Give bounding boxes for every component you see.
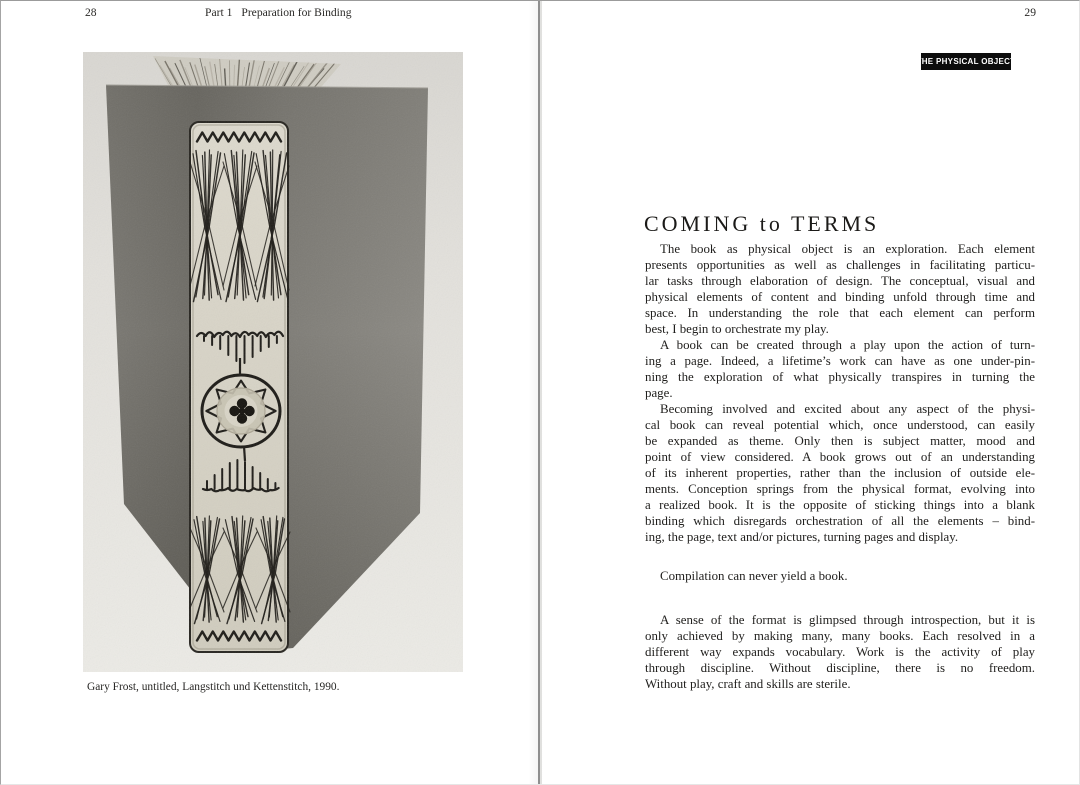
- text-line: ning the exploration of what physically transpires in turning the: [645, 370, 1035, 384]
- photo-grain-texture: [83, 52, 463, 672]
- text-line: different way expands vocabulary. Work is the activity of play: [645, 645, 1035, 659]
- text-line: through discipline. Without discipline, there is no freedom.: [645, 661, 1035, 675]
- paragraph: [645, 401, 1035, 545]
- paragraph: [645, 241, 1035, 337]
- running-head-part: Part 1: [205, 6, 233, 19]
- text-line: a realized book. It is the opposite of sticking things into a blank: [645, 498, 1035, 512]
- text-line: of its inherent properties, rather than the inclusion of outside ele-: [645, 466, 1035, 480]
- photo-caption: Gary Frost, untitled, Langstitch und Kettenstitch, 1990.: [87, 681, 340, 693]
- page-number-right: 29: [1024, 6, 1036, 19]
- running-head-title: Preparation for Binding: [241, 6, 352, 19]
- chapter-badge: THE PHYSICAL OBJECT: [921, 53, 1011, 70]
- text-line: Becoming involved and excited about any aspect of the physi-: [660, 402, 1035, 416]
- text-line: lar tasks through elaboration of design. The conceptual, visual and: [645, 274, 1035, 288]
- text-line: only achieved by making many, many books. Each resolved in a: [645, 629, 1035, 643]
- text-line: binding which disregards orchestration of all the elements – bind-: [645, 514, 1035, 528]
- text-line: ing, the page, text and/or pictures, turning pages and display.: [645, 530, 959, 544]
- text-line: A sense of the format is glimpsed through introspection, but it is: [660, 613, 1035, 627]
- body-text-column: [645, 241, 1035, 692]
- paragraph: [645, 612, 1035, 692]
- text-line: Without play, craft and skills are sterile.: [645, 677, 851, 691]
- text-line: The book as physical object is an exploration. Each element: [660, 242, 1035, 256]
- section-heading: COMING to TERMS: [644, 210, 880, 236]
- text-line: physical elements of content and binding unfold through time and: [645, 290, 1035, 304]
- text-line: A book can be created through a play upon the action of turn-: [660, 338, 1035, 352]
- text-line: point of view considered. A book grows out of an understanding: [645, 450, 1035, 464]
- running-head: [205, 6, 352, 20]
- book-photograph: [83, 52, 463, 672]
- text-line: best, I begin to orchestrate my play.: [645, 322, 829, 336]
- text-line: Compilation can never yield a book.: [660, 569, 848, 583]
- book-photo-illustration: [83, 52, 463, 672]
- paragraph: [645, 568, 1035, 584]
- paragraph: [645, 337, 1035, 401]
- text-line: be expanded as theme. Only then is subject matter, mood and: [645, 434, 1035, 448]
- text-line: space. In understanding the role that each element can perform: [645, 306, 1035, 320]
- text-line: page.: [645, 386, 673, 400]
- text-line: presents opportunities as well as challenges in facilitating particu-: [645, 258, 1035, 272]
- page-gutter-highlight: [540, 0, 542, 785]
- page-number-left: 28: [85, 6, 97, 19]
- text-line: ments. Conception springs from the physical format, evolving into: [645, 482, 1035, 496]
- text-line: ing a page. Indeed, a lifetime’s work can have as one under-pin-: [645, 354, 1035, 368]
- text-line: cal book can reveal potential which, once understood, can easily: [645, 418, 1035, 432]
